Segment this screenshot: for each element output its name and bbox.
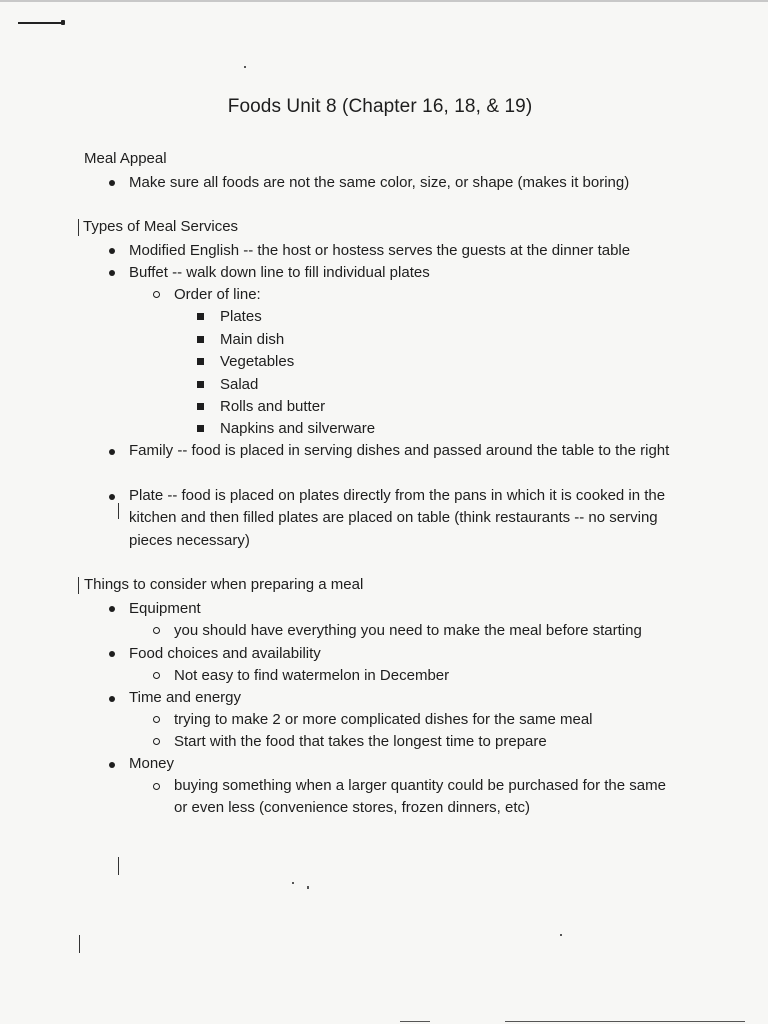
section-heading-things-to-consider: Things to consider when preparing a meal [84,576,364,593]
bullet-disc [109,180,115,186]
list-item: Money [129,755,175,772]
list-item: Equipment [129,600,201,617]
bullet-square [197,425,204,432]
margin-mark [118,503,119,519]
margin-mark [79,935,80,953]
list-item: trying to make 2 or more complicated dishes for the same meal [174,711,593,728]
page-title: Foods Unit 8 (Chapter 16, 18, & 19) [227,96,533,117]
bullet-circle [153,291,160,298]
list-item: Order of line: [174,286,261,303]
bullet-disc [109,494,115,500]
scan-edge [0,0,768,2]
bullet-circle [153,783,160,790]
list-item: Buffet -- walk down line to fill individual plates [129,264,430,281]
section-heading-meal-services: Types of Meal Services [83,218,239,235]
list-item: Not easy to find watermelon in December [174,667,450,684]
bullet-disc [109,651,115,657]
bullet-disc [109,762,115,768]
bullet-disc [109,606,115,612]
margin-mark [78,219,79,236]
list-item: Vegetables [220,353,295,370]
list-item: Family -- food is placed in serving dishes and passed around the table to the right [129,442,670,459]
list-item: Rolls and butter [220,398,326,415]
list-item: Make sure all foods are not the same color, size, or shape (makes it boring) [129,174,630,191]
bullet-circle [153,627,160,634]
bullet-square [197,381,204,388]
list-item: Main dish [220,331,285,348]
list-item: Salad [220,376,259,393]
bullet-square [197,336,204,343]
list-item: you should have everything you need to make the meal before starting [174,622,642,639]
bullet-circle [153,738,160,745]
bullet-circle [153,716,160,723]
bullet-square [197,403,204,410]
bullet-square [197,358,204,365]
bullet-square [197,313,204,320]
bullet-circle [153,672,160,679]
list-item: Plates [220,308,262,325]
margin-mark [78,577,79,594]
list-item: Modified English -- the host or hostess serves the guests at the dinner table [129,242,631,259]
bullet-disc [109,449,115,455]
section-heading-meal-appeal: Meal Appeal [84,150,167,167]
list-item: Time and energy [129,689,242,706]
list-item: buying something when a larger quantity could be purchased for the same or even less (convenience stores, frozen dinners, etc) [174,777,666,817]
bullet-disc [109,270,115,276]
list-item: Start with the food that takes the longest time to prepare [174,733,547,750]
bullet-disc [109,248,115,254]
list-item: Plate -- food is placed on plates directly from the pans in which it is cooked in the kitchen and then filled plates are placed on table (think restaurants -- no serving pieces necessary) [129,487,666,549]
pen-mark [18,22,63,24]
list-item: Food choices and availability [129,645,321,662]
bullet-disc [109,696,115,702]
list-item: Napkins and silverware [220,420,376,437]
margin-mark [118,857,119,875]
